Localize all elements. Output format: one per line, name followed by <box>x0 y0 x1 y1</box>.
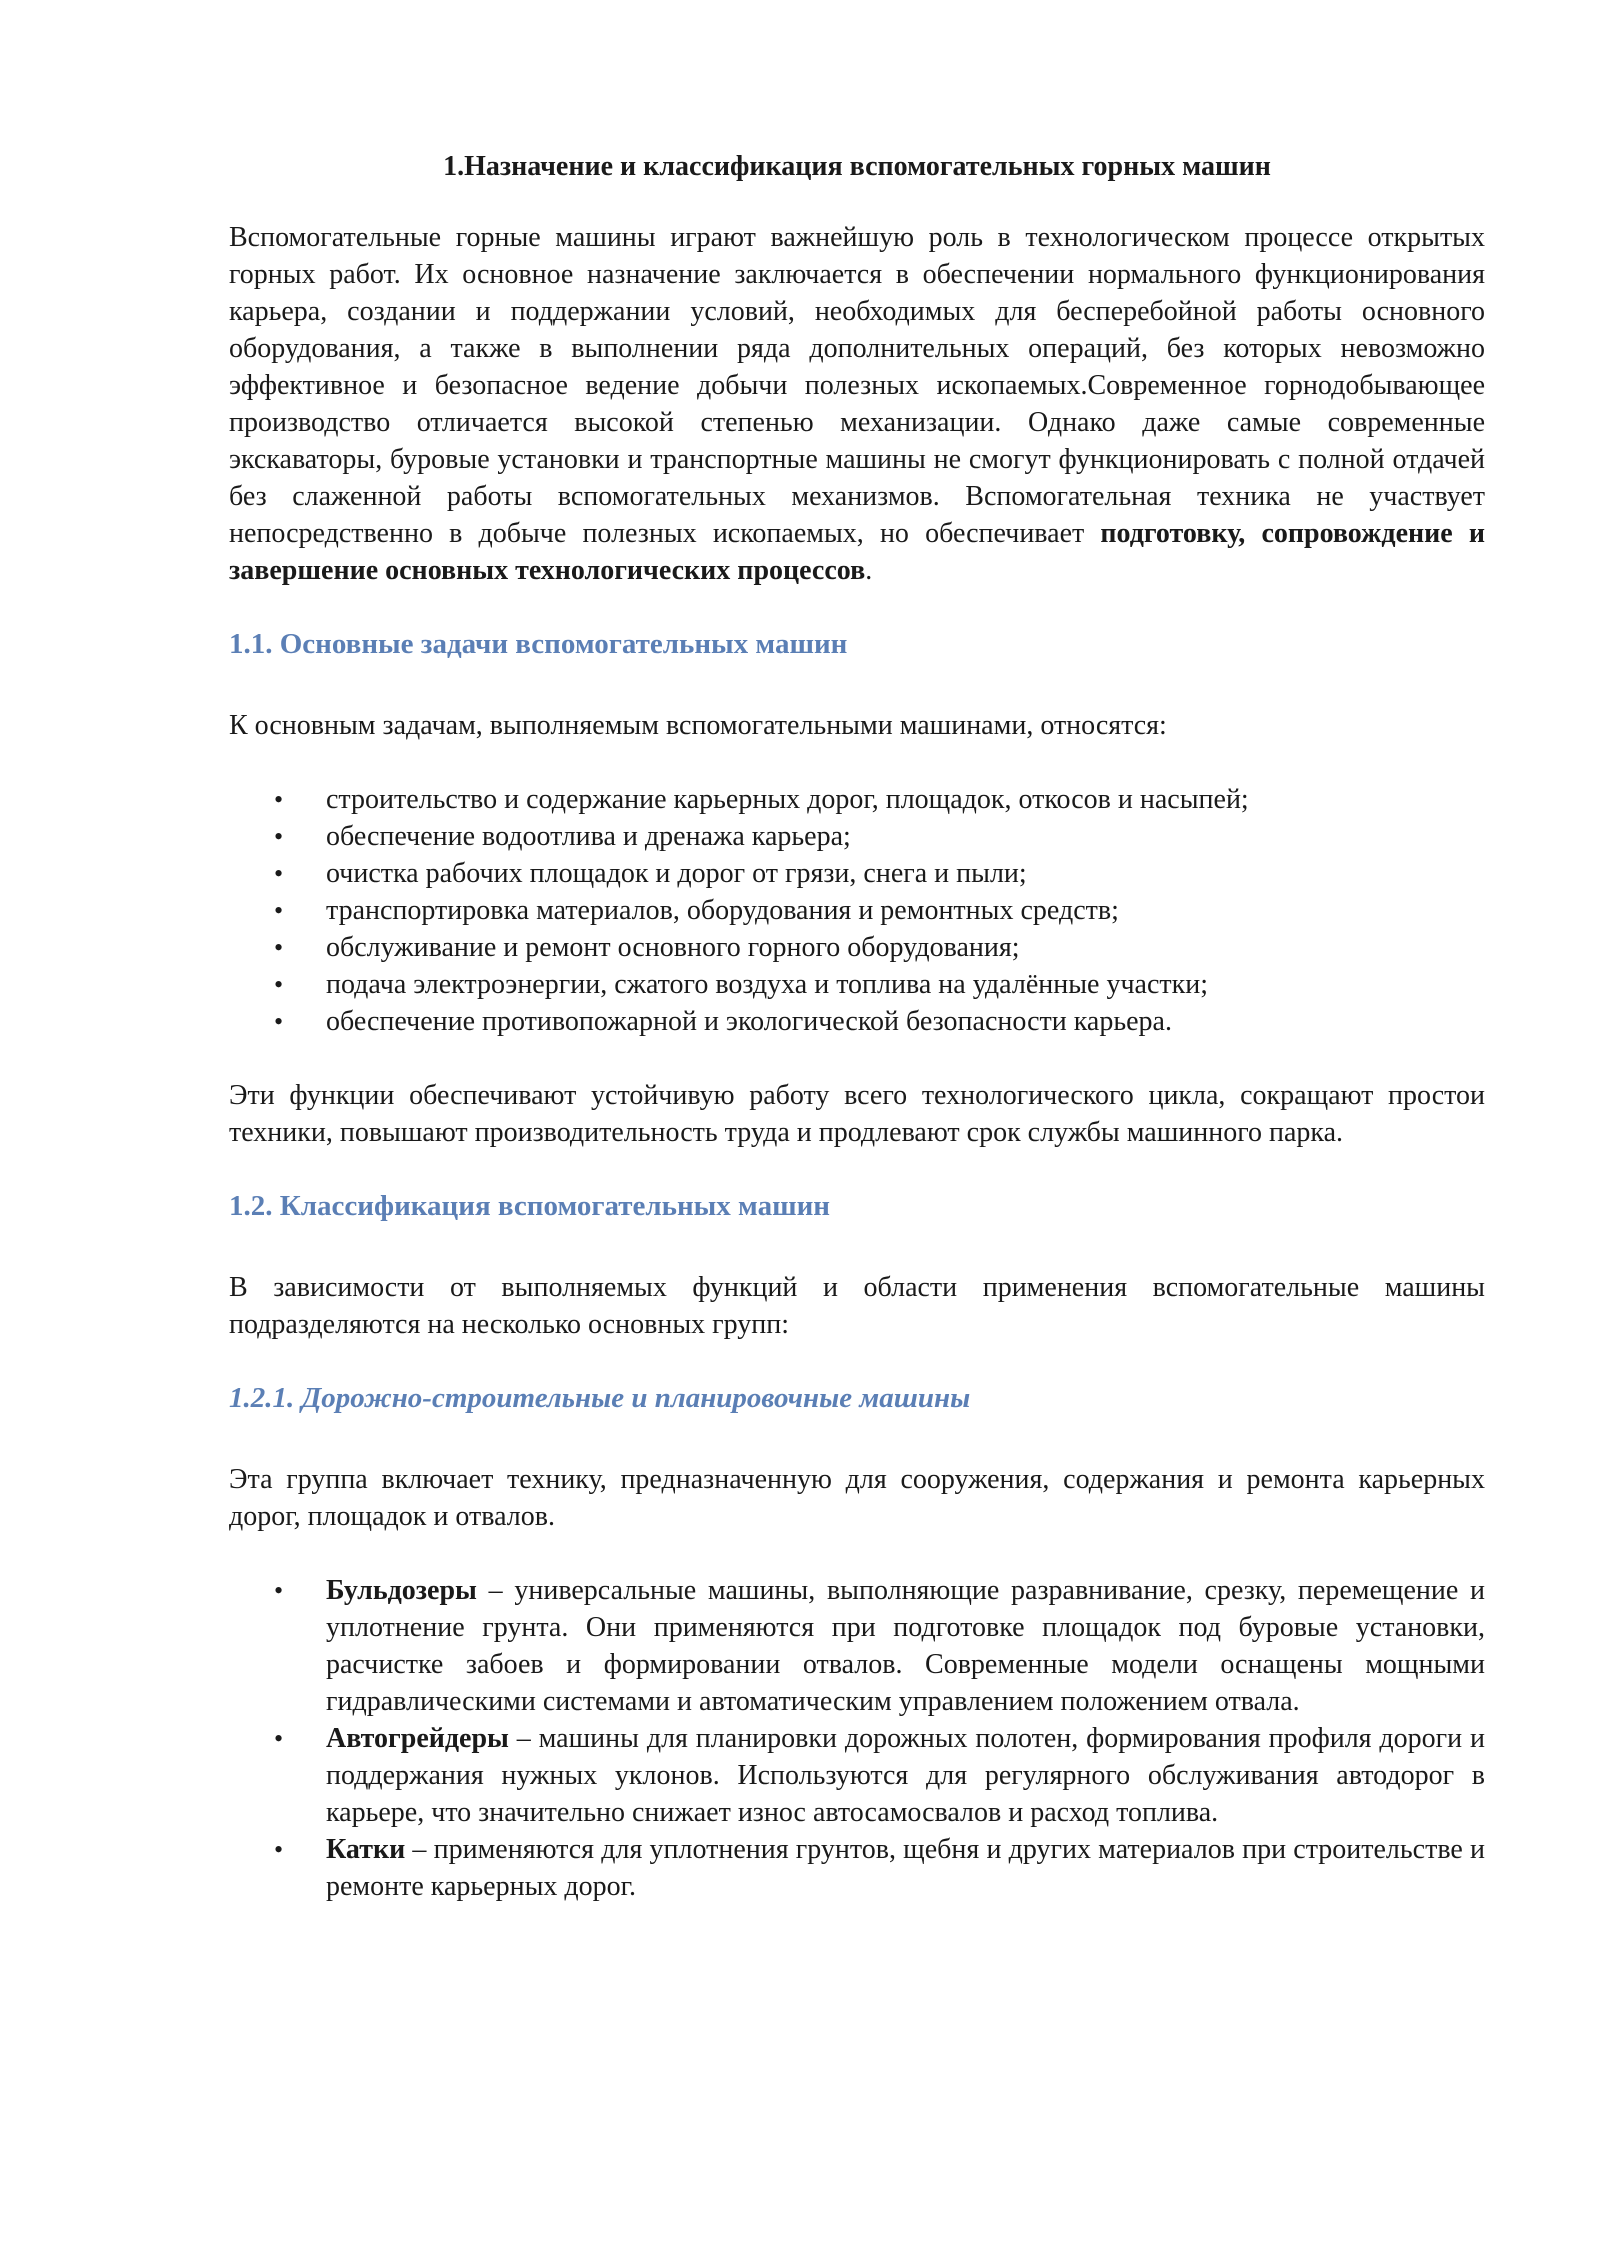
list-item-text: очистка рабочих площадок и дорог от грязи, снега и пыли; <box>326 858 1027 889</box>
bullet-icon: • <box>274 1835 284 1864</box>
machines-list <box>229 1572 1485 1905</box>
bullet-icon: • <box>274 896 284 925</box>
list-item <box>229 1720 1485 1831</box>
intro-bold-text: подготовку, сопровождение и завершение основных технологических процессов <box>229 518 1485 586</box>
bullet-icon: • <box>274 933 284 962</box>
section-1-1-lead: К основным задачам, выполняемым вспомогательными машинами, относятся: <box>229 710 1167 741</box>
machine-term: Катки <box>326 1834 406 1865</box>
document-page <box>229 148 1485 1942</box>
list-item-text: транспортировка материалов, оборудования и ремонтных средств; <box>326 895 1119 926</box>
bullet-icon: • <box>274 1724 284 1753</box>
list-item <box>229 1003 1485 1040</box>
tasks-list <box>229 781 1485 1040</box>
list-item <box>229 1831 1485 1905</box>
list-item <box>229 818 1485 855</box>
section-1-1-after: Эти функции обеспечивают устойчивую работу всего технологического цикла, сокращают простои техники, повышают производительность труда и продлевают срок службы машинного парка. <box>229 1080 1485 1148</box>
intro-paragraph <box>229 219 1485 589</box>
section-heading-1-1: 1.1. Основные задачи вспомогательных машин <box>229 628 848 660</box>
bullet-icon: • <box>274 822 284 851</box>
bullet-icon: • <box>274 1576 284 1605</box>
section-heading-1-2: 1.2. Классификация вспомогательных машин <box>229 1190 831 1222</box>
bullet-icon: • <box>274 859 284 888</box>
intro-text: Вспомогательные горные машины играют важнейшую роль в технологическом процессе открытых горных работ. Их основное назначение заключается в обеспечении нормального функционирования карьера, создании и поддержании условий, необходимых для бесперебойной работы основного оборудования, а также в выполнении ряда дополнительных операций, без которых невозможно эффективное и безопасное ведение добычи полезных ископаемых.Современное горнодобывающее производство отличается высокой степенью механизации. Однако даже самые современные экскаваторы, буровые установки и транспортные машины не смогут функционировать с полной отдачей без слаженной работы вспомогательных механизмов. Вспомогательная техника не участвует непосредственно в добыче полезных ископаемых, но обеспечивает <box>229 222 1485 549</box>
list-item-text: подача электроэнергии, сжатого воздуха и топлива на удалённые участки; <box>326 969 1208 1000</box>
list-item-text: строительство и содержание карьерных дорог, площадок, откосов и насыпей; <box>326 784 1249 815</box>
machine-description: – универсальные машины, выполняющие разравнивание, срезку, перемещение и уплотнение грунта. Они применяются при подготовке площадок под буровые установки, расчистке забоев и формировании отвалов. Современные модели оснащены мощными гидравлическими системами и автоматическим управлением положением отвала. <box>326 1575 1485 1717</box>
section-1-2-lead: В зависимости от выполняемых функций и области применения вспомогательные машины подразделяются на несколько основных групп: <box>229 1272 1485 1340</box>
bullet-icon: • <box>274 1007 284 1036</box>
list-item <box>229 781 1485 818</box>
list-item <box>229 929 1485 966</box>
machine-term: Автогрейдеры <box>326 1723 509 1754</box>
list-item <box>229 892 1485 929</box>
machine-term: Бульдозеры <box>326 1575 477 1606</box>
list-item-text: обслуживание и ремонт основного горного оборудования; <box>326 932 1020 963</box>
section-1-2-1-lead: Эта группа включает технику, предназначенную для сооружения, содержания и ремонта карьерных дорог, площадок и отвалов. <box>229 1464 1485 1532</box>
bullet-icon: • <box>274 970 284 999</box>
list-item-text: обеспечение водоотлива и дренажа карьера; <box>326 821 851 852</box>
document-title: 1.Назначение и классификация вспомогательных горных машин <box>443 151 1271 182</box>
list-item <box>229 966 1485 1003</box>
machine-description: – машины для планировки дорожных полотен, формирования профиля дороги и поддержания нужных уклонов. Используются для регулярного обслуживания автодорог в карьере, что значительно снижает износ автосамосвалов и расход топлива. <box>326 1723 1485 1828</box>
machine-description: – применяются для уплотнения грунтов, щебня и других материалов при строительстве и ремонте карьерных дорог. <box>326 1834 1485 1902</box>
list-item-text: обеспечение противопожарной и экологической безопасности карьера. <box>326 1006 1172 1037</box>
bullet-icon: • <box>274 785 284 814</box>
list-item <box>229 1572 1485 1720</box>
list-item <box>229 855 1485 892</box>
section-heading-1-2-1: 1.2.1. Дорожно-строительные и планировочные машины <box>229 1382 971 1414</box>
intro-end: . <box>865 555 873 586</box>
